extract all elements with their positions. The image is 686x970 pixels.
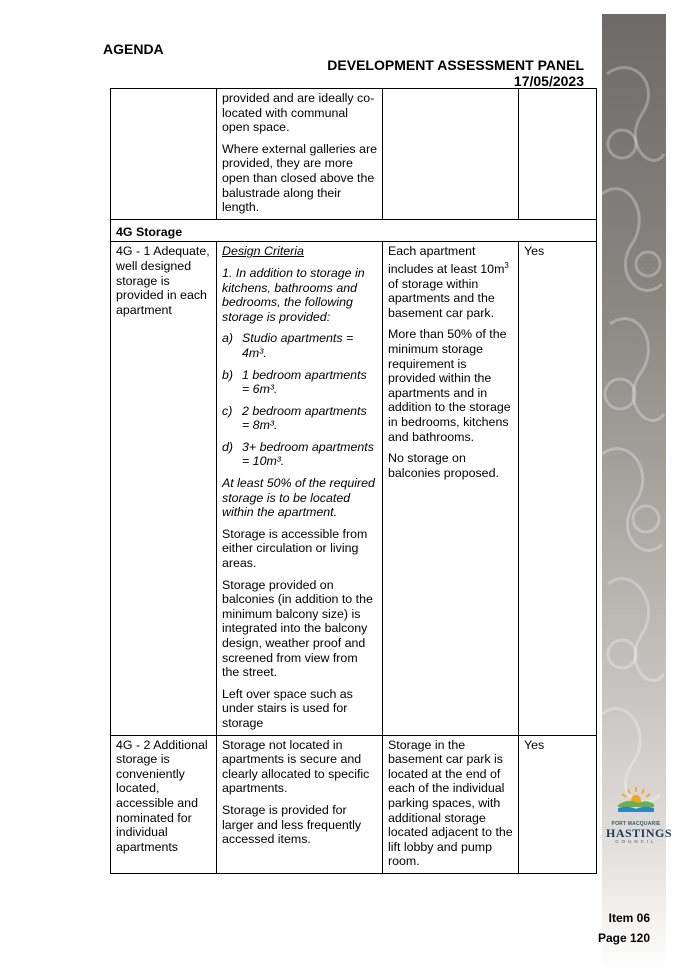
objective-cell	[111, 89, 217, 220]
guidance-text: Storage provided on balconies (in addition to the minimum balcony size) is integrated into the balcony design, weather proof and screened from view from the street.	[222, 577, 373, 680]
item-number: Item 06	[608, 911, 650, 925]
list-text: 2 bedroom apartments = 8m³.	[242, 403, 367, 433]
council-logo	[606, 785, 673, 844]
comment-rest: of storage within apartments and the basement car park.	[388, 276, 495, 320]
logo-line1: PORT MACQUARIE	[611, 821, 661, 827]
list-marker: b)	[222, 367, 234, 382]
list-item	[222, 331, 377, 360]
comment-text: More than 50% of the minimum storage requirement is provided within the apartments and in addition to the storage in bedrooms, kitchens and bathrooms.	[388, 327, 511, 444]
comment-cell	[383, 242, 519, 735]
agenda-heading: AGENDA	[103, 41, 164, 57]
assessment-table	[110, 88, 597, 874]
list-marker: c)	[222, 403, 233, 418]
criteria-cell	[217, 89, 383, 220]
list-marker: a)	[222, 331, 234, 346]
design-criteria-heading: Design Criteria	[222, 244, 304, 259]
comment-text	[388, 244, 513, 320]
criteria-text: Where external galleries are provided, they are more open than closed above the balustrade along their length.	[222, 141, 377, 215]
section-title: 4G Storage	[111, 219, 597, 242]
table-row-4g2	[111, 735, 597, 873]
criteria-text: Storage not located in apartments is secure and clearly allocated to specific apartments.	[222, 737, 370, 796]
guidance-text: Storage is accessible from either circulation or living areas.	[222, 526, 368, 571]
compliance-cell	[519, 89, 597, 220]
list-text: 3+ bedroom apartments = 10m³.	[242, 439, 374, 469]
superscript: 3	[504, 260, 509, 270]
criteria-cell	[217, 735, 383, 873]
compliance-text: Yes	[524, 244, 545, 259]
page-number: Page 120	[597, 931, 650, 945]
criteria-cell	[217, 242, 383, 735]
list-text: 1 bedroom apartments = 6m³.	[242, 367, 367, 397]
sun-landscape-icon	[616, 785, 656, 815]
logo-line2: HASTINGS	[606, 826, 673, 840]
table-row-4g1	[111, 242, 597, 735]
list-text: Studio apartments = 4m³.	[242, 331, 354, 360]
criteria-note: At least 50% of the required storage is to be located within the apartment.	[222, 476, 375, 520]
section-row	[111, 219, 597, 242]
compliance-cell	[519, 242, 597, 735]
comment-text: No storage on balconies proposed.	[388, 451, 499, 480]
criteria-text: Storage is provided for larger and less frequently accessed items.	[222, 802, 362, 847]
list-item	[222, 440, 377, 469]
meeting-date: 17/05/2023	[513, 73, 584, 89]
guidance-text: Left over space such as under stairs is used for storage	[222, 686, 353, 730]
comment-text: Storage in the basement car park is located at the end of each of the individual parking spaces, with additional storage located adjacent to the lift lobby and pump room.	[388, 737, 513, 869]
criteria-intro: 1. In addition to storage in kitchens, bathrooms and bedrooms, the following storage is provided:	[222, 265, 365, 324]
comment-first: Each apartment includes at least 10m	[388, 244, 505, 277]
objective-text: 4G - 1 Adequate, well designed storage is provided in each apartment	[116, 244, 210, 317]
objective-text: 4G - 2 Additional storage is conveniently located, accessible and nominated for individual apartments	[116, 737, 208, 854]
list-item	[222, 368, 377, 397]
table-row-continued	[111, 89, 597, 220]
panel-heading: DEVELOPMENT ASSESSMENT PANEL	[327, 57, 584, 73]
objective-cell	[111, 735, 217, 873]
list-item	[222, 404, 377, 433]
compliance-cell	[519, 735, 597, 873]
list-marker: d)	[222, 439, 234, 454]
comment-cell	[383, 735, 519, 873]
logo-line3: COUNCIL	[615, 839, 657, 844]
comment-cell	[383, 89, 519, 220]
criteria-text: provided and are ideally co-located with communal open space.	[222, 91, 375, 135]
compliance-text: Yes	[524, 737, 545, 752]
objective-cell	[111, 242, 217, 735]
